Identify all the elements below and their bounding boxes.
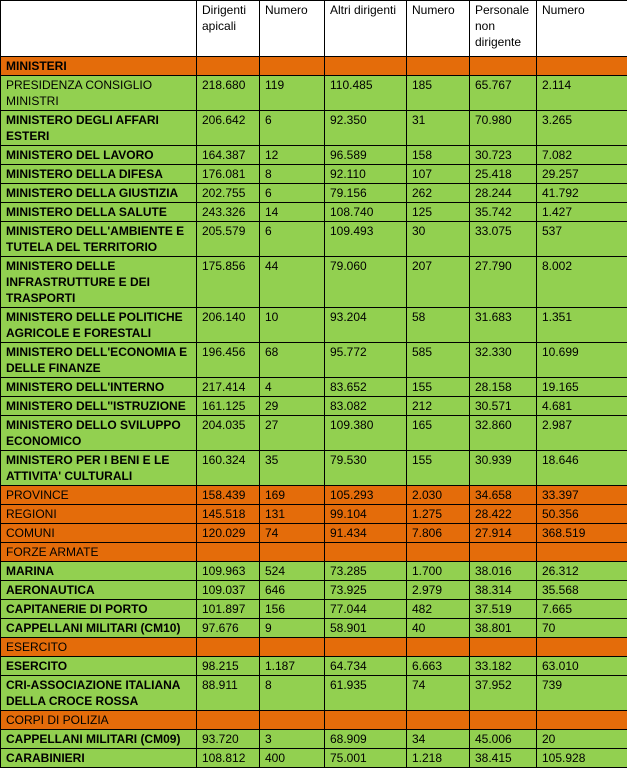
value-cell: 27 [260, 416, 325, 451]
value-cell: 646 [260, 581, 325, 600]
value-cell: 37.519 [470, 600, 537, 619]
value-cell: 368.519 [537, 524, 627, 543]
value-cell: 70.980 [470, 111, 537, 146]
value-cell: 96.589 [325, 146, 407, 165]
value-cell: 93.720 [197, 730, 260, 749]
value-cell: 2.987 [537, 416, 627, 451]
value-cell: 79.060 [325, 257, 407, 308]
value-cell: 3.265 [537, 111, 627, 146]
row-label: MINISTERO DELLA DIFESA [1, 165, 197, 184]
value-cell: 107 [407, 165, 470, 184]
value-cell: 27.790 [470, 257, 537, 308]
value-cell: 31 [407, 111, 470, 146]
value-cell: 92.350 [325, 111, 407, 146]
value-cell: 2.114 [537, 76, 627, 111]
table-row [1, 111, 627, 146]
value-cell: 28.158 [470, 378, 537, 397]
value-cell: 6 [260, 222, 325, 257]
value-cell: 38.314 [470, 581, 537, 600]
empty-cell [325, 638, 407, 657]
value-cell: 58.901 [325, 619, 407, 638]
row-label: CAPPELLANI MILITARI (CM10) [1, 619, 197, 638]
value-cell: 218.680 [197, 76, 260, 111]
table-row [1, 619, 627, 638]
value-cell: 74 [260, 524, 325, 543]
value-cell: 40 [407, 619, 470, 638]
row-label: ESERCITO [1, 638, 197, 657]
value-cell: 262 [407, 184, 470, 203]
row-label: REGIONI [1, 505, 197, 524]
value-cell: 7.806 [407, 524, 470, 543]
value-cell: 1.351 [537, 308, 627, 343]
row-label: CRI-ASSOCIAZIONE ITALIANA DELLA CROCE ROSSA [1, 676, 197, 711]
value-cell: 30.939 [470, 451, 537, 486]
row-label: FORZE ARMATE [1, 543, 197, 562]
value-cell: 73.285 [325, 562, 407, 581]
row-label: MINISTERO DELLE INFRASTRUTTURE E DEI TRASPORTI [1, 257, 197, 308]
value-cell: 205.579 [197, 222, 260, 257]
value-cell: 176.081 [197, 165, 260, 184]
value-cell: 1.218 [407, 749, 470, 768]
table-row [1, 451, 627, 486]
empty-cell [470, 543, 537, 562]
table-row [1, 146, 627, 165]
value-cell: 400 [260, 749, 325, 768]
value-cell: 537 [537, 222, 627, 257]
table-row [1, 76, 627, 111]
empty-cell [407, 638, 470, 657]
section-row [1, 638, 627, 657]
row-label: MINISTERO PER I BENI E LE ATTIVITA' CULTURALI [1, 451, 197, 486]
value-cell: 6 [260, 184, 325, 203]
value-cell: 45.006 [470, 730, 537, 749]
value-cell: 33.075 [470, 222, 537, 257]
value-cell: 28.422 [470, 505, 537, 524]
empty-cell [197, 711, 260, 730]
value-cell: 98.215 [197, 657, 260, 676]
value-cell: 196.456 [197, 343, 260, 378]
empty-cell [260, 638, 325, 657]
value-cell: 63.010 [537, 657, 627, 676]
value-cell: 8 [260, 165, 325, 184]
value-cell: 88.911 [197, 676, 260, 711]
value-cell: 482 [407, 600, 470, 619]
value-cell: 65.767 [470, 76, 537, 111]
row-label: MINISTERO DELLA SALUTE [1, 203, 197, 222]
value-cell: 105.293 [325, 486, 407, 505]
value-cell: 32.860 [470, 416, 537, 451]
value-cell: 73.925 [325, 581, 407, 600]
value-cell: 155 [407, 451, 470, 486]
value-cell: 206.140 [197, 308, 260, 343]
empty-cell [470, 57, 537, 76]
value-cell: 109.493 [325, 222, 407, 257]
empty-cell [407, 543, 470, 562]
row-label: MINISTERO DEL LAVORO [1, 146, 197, 165]
value-cell: 97.676 [197, 619, 260, 638]
value-cell: 8.002 [537, 257, 627, 308]
header-cell-0 [1, 1, 197, 57]
value-cell: 217.414 [197, 378, 260, 397]
value-cell: 243.326 [197, 203, 260, 222]
row-label: MINISTERO DEGLI AFFARI ESTERI [1, 111, 197, 146]
value-cell: 1.700 [407, 562, 470, 581]
row-label: MINISTERI [1, 57, 197, 76]
empty-cell [260, 543, 325, 562]
table-row [1, 257, 627, 308]
value-cell: 164.387 [197, 146, 260, 165]
table-row [1, 562, 627, 581]
row-label: CARABINIERI [1, 749, 197, 768]
value-cell: 110.485 [325, 76, 407, 111]
value-cell: 27.914 [470, 524, 537, 543]
value-cell: 38.415 [470, 749, 537, 768]
value-cell: 38.801 [470, 619, 537, 638]
row-label: MARINA [1, 562, 197, 581]
value-cell: 161.125 [197, 397, 260, 416]
value-cell: 3 [260, 730, 325, 749]
empty-cell [407, 711, 470, 730]
table-row [1, 203, 627, 222]
value-cell: 30.571 [470, 397, 537, 416]
table-row [1, 184, 627, 203]
value-cell: 108.740 [325, 203, 407, 222]
value-cell: 185 [407, 76, 470, 111]
value-cell: 37.952 [470, 676, 537, 711]
row-label: CAPITANERIE DI PORTO [1, 600, 197, 619]
value-cell: 58 [407, 308, 470, 343]
empty-cell [260, 57, 325, 76]
value-cell: 34 [407, 730, 470, 749]
value-cell: 14 [260, 203, 325, 222]
value-cell: 155 [407, 378, 470, 397]
value-cell: 35.742 [470, 203, 537, 222]
value-cell: 109.963 [197, 562, 260, 581]
table-row [1, 505, 627, 524]
table-row [1, 600, 627, 619]
value-cell: 108.812 [197, 749, 260, 768]
value-cell: 156 [260, 600, 325, 619]
value-cell: 79.156 [325, 184, 407, 203]
table-row [1, 524, 627, 543]
value-cell: 2.979 [407, 581, 470, 600]
table-row [1, 416, 627, 451]
value-cell: 202.755 [197, 184, 260, 203]
value-cell: 31.683 [470, 308, 537, 343]
empty-cell [197, 57, 260, 76]
empty-cell [325, 543, 407, 562]
value-cell: 158 [407, 146, 470, 165]
value-cell: 29.257 [537, 165, 627, 184]
value-cell: 30 [407, 222, 470, 257]
value-cell: 169 [260, 486, 325, 505]
empty-cell [537, 638, 627, 657]
value-cell: 125 [407, 203, 470, 222]
value-cell: 120.029 [197, 524, 260, 543]
value-cell: 77.044 [325, 600, 407, 619]
row-label: ESERCITO [1, 657, 197, 676]
value-cell: 64.734 [325, 657, 407, 676]
value-cell: 10.699 [537, 343, 627, 378]
empty-cell [325, 711, 407, 730]
row-label: CAPPELLANI MILITARI (CM09) [1, 730, 197, 749]
value-cell: 207 [407, 257, 470, 308]
value-cell: 61.935 [325, 676, 407, 711]
value-cell: 50.356 [537, 505, 627, 524]
value-cell: 4.681 [537, 397, 627, 416]
value-cell: 7.082 [537, 146, 627, 165]
table-row [1, 222, 627, 257]
value-cell: 585 [407, 343, 470, 378]
value-cell: 6.663 [407, 657, 470, 676]
value-cell: 30.723 [470, 146, 537, 165]
header-row [1, 1, 627, 57]
value-cell: 160.324 [197, 451, 260, 486]
row-label: MINISTERO DELL'ECONOMIA E DELLE FINANZE [1, 343, 197, 378]
value-cell: 28.244 [470, 184, 537, 203]
value-cell: 19.165 [537, 378, 627, 397]
value-cell: 68 [260, 343, 325, 378]
value-cell: 99.104 [325, 505, 407, 524]
value-cell: 6 [260, 111, 325, 146]
empty-cell [537, 711, 627, 730]
value-cell: 41.792 [537, 184, 627, 203]
row-label: PROVINCE [1, 486, 197, 505]
table-row [1, 486, 627, 505]
value-cell: 109.037 [197, 581, 260, 600]
value-cell: 1.187 [260, 657, 325, 676]
value-cell: 32.330 [470, 343, 537, 378]
row-label: CORPI DI POLIZIA [1, 711, 197, 730]
value-cell: 9 [260, 619, 325, 638]
empty-cell [260, 711, 325, 730]
value-cell: 204.035 [197, 416, 260, 451]
value-cell: 524 [260, 562, 325, 581]
value-cell: 158.439 [197, 486, 260, 505]
value-cell: 33.397 [537, 486, 627, 505]
value-cell: 70 [537, 619, 627, 638]
header-cell-2: Numero [260, 1, 325, 57]
value-cell: 2.030 [407, 486, 470, 505]
row-label: COMUNI [1, 524, 197, 543]
row-label: MINISTERO DELLE POLITICHE AGRICOLE E FORESTALI [1, 308, 197, 343]
row-label: MINISTERO DELL'AMBIENTE E TUTELA DEL TERRITORIO [1, 222, 197, 257]
value-cell: 206.642 [197, 111, 260, 146]
header-cell-1: Dirigenti apicali [197, 1, 260, 57]
header-cell-4: Numero [407, 1, 470, 57]
value-cell: 75.001 [325, 749, 407, 768]
row-label: PRESIDENZA CONSIGLIO MINISTRI [1, 76, 197, 111]
value-cell: 79.530 [325, 451, 407, 486]
table-row [1, 308, 627, 343]
value-cell: 1.275 [407, 505, 470, 524]
value-cell: 44 [260, 257, 325, 308]
empty-cell [537, 543, 627, 562]
value-cell: 10 [260, 308, 325, 343]
value-cell: 91.434 [325, 524, 407, 543]
value-cell: 212 [407, 397, 470, 416]
value-cell: 8 [260, 676, 325, 711]
value-cell: 105.928 [537, 749, 627, 768]
value-cell: 175.856 [197, 257, 260, 308]
value-cell: 74 [407, 676, 470, 711]
value-cell: 20 [537, 730, 627, 749]
table-row [1, 676, 627, 711]
table-row [1, 730, 627, 749]
value-cell: 145.518 [197, 505, 260, 524]
value-cell: 1.427 [537, 203, 627, 222]
value-cell: 83.652 [325, 378, 407, 397]
value-cell: 739 [537, 676, 627, 711]
value-cell: 131 [260, 505, 325, 524]
table-row [1, 343, 627, 378]
value-cell: 101.897 [197, 600, 260, 619]
table-row [1, 581, 627, 600]
value-cell: 95.772 [325, 343, 407, 378]
empty-cell [407, 57, 470, 76]
value-cell: 119 [260, 76, 325, 111]
value-cell: 68.909 [325, 730, 407, 749]
empty-cell [197, 638, 260, 657]
value-cell: 34.658 [470, 486, 537, 505]
table-row [1, 749, 627, 768]
row-label: MINISTERO DELL'INTERNO [1, 378, 197, 397]
value-cell: 26.312 [537, 562, 627, 581]
value-cell: 18.646 [537, 451, 627, 486]
empty-cell [325, 57, 407, 76]
value-cell: 109.380 [325, 416, 407, 451]
value-cell: 4 [260, 378, 325, 397]
row-label: AERONAUTICA [1, 581, 197, 600]
header-cell-6: Numero [537, 1, 627, 57]
value-cell: 93.204 [325, 308, 407, 343]
section-row [1, 57, 627, 76]
table-row [1, 165, 627, 184]
table-body [1, 57, 627, 768]
header-cell-5: Personale non dirigente [470, 1, 537, 57]
header-cell-3: Altri dirigenti [325, 1, 407, 57]
section-row [1, 543, 627, 562]
empty-cell [470, 711, 537, 730]
table-row [1, 397, 627, 416]
value-cell: 29 [260, 397, 325, 416]
value-cell: 35.568 [537, 581, 627, 600]
row-label: MINISTERO DELLA GIUSTIZIA [1, 184, 197, 203]
value-cell: 33.182 [470, 657, 537, 676]
value-cell: 25.418 [470, 165, 537, 184]
value-cell: 165 [407, 416, 470, 451]
value-cell: 38.016 [470, 562, 537, 581]
table-row [1, 378, 627, 397]
empty-cell [537, 57, 627, 76]
row-label: MINISTERO DELLO SVILUPPO ECONOMICO [1, 416, 197, 451]
table-row [1, 657, 627, 676]
value-cell: 7.665 [537, 600, 627, 619]
value-cell: 35 [260, 451, 325, 486]
section-row [1, 711, 627, 730]
value-cell: 83.082 [325, 397, 407, 416]
empty-cell [197, 543, 260, 562]
row-label: MINISTERO DELL''ISTRUZIONE [1, 397, 197, 416]
empty-cell [470, 638, 537, 657]
value-cell: 12 [260, 146, 325, 165]
value-cell: 92.110 [325, 165, 407, 184]
